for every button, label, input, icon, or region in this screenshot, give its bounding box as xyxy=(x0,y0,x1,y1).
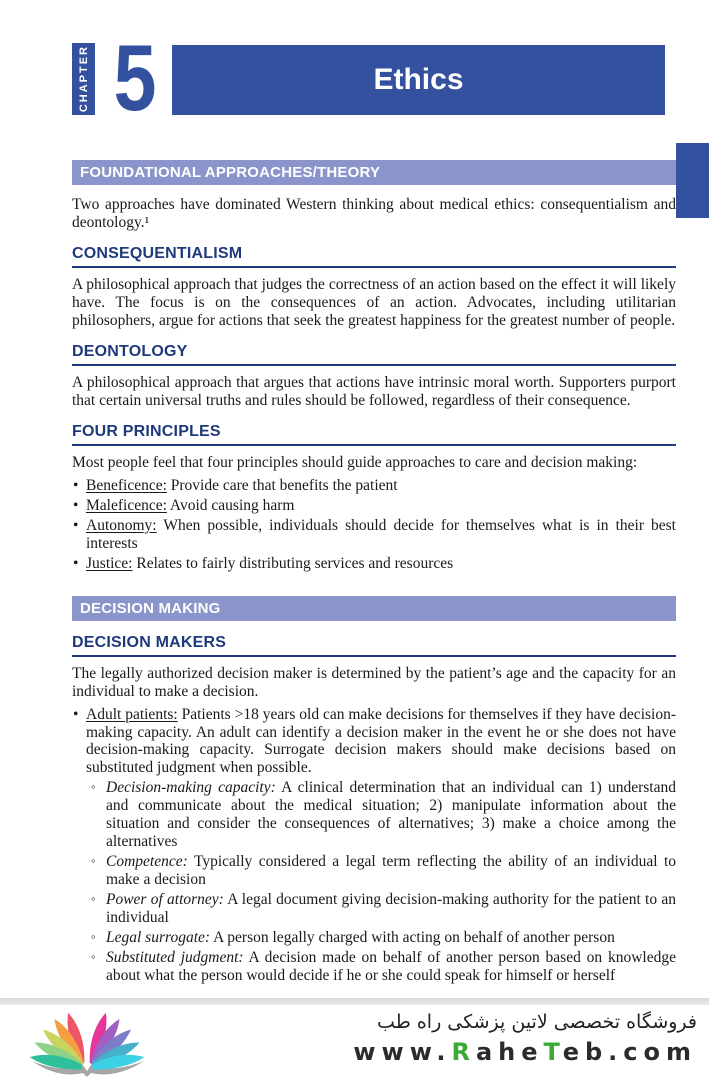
list-item-lead: Autonomy: xyxy=(86,516,157,534)
foundational-intro: Two approaches have dominated Western thinking about medical ethics: consequentialism and deontology.¹ xyxy=(72,196,676,231)
page-content xyxy=(72,160,676,987)
chapter-label: CHAPTER xyxy=(77,45,90,113)
store-name-farsi: فروشگاه تخصصی لاتین پزشکی راه طب xyxy=(377,1011,697,1033)
list-item: ◦ Legal surrogate: A person legally charged with acting on behalf of another person xyxy=(89,929,676,947)
list-item-lead: Legal surrogate: xyxy=(106,929,211,947)
decision-makers-list xyxy=(72,706,676,986)
page-bottom-edge xyxy=(0,998,709,1005)
heading-decision-makers: DECISION MAKERS xyxy=(72,634,676,657)
list-item: ◦ Competence: Typically considered a legal term reflecting the ability of an individual to make a decision xyxy=(89,853,676,889)
heading-deontology: DEONTOLOGY xyxy=(72,343,676,366)
url-seg: ahe xyxy=(475,1038,544,1066)
footer xyxy=(0,1005,709,1080)
url-seg-green: T xyxy=(543,1038,563,1066)
heading-consequentialism: CONSEQUENTIALISM xyxy=(72,245,676,268)
url-seg: eb.com xyxy=(562,1038,697,1066)
list-item: ◦ Substituted judgment: A decision made on behalf of another person based on knowledge about what the person would decide if he or she could speak for himself or herself xyxy=(89,949,676,985)
url-seg: www. xyxy=(353,1038,452,1066)
chapter-label-box xyxy=(72,43,95,115)
list-item-lead: Justice: xyxy=(86,554,133,572)
consequentialism-body: A philosophical approach that judges the correctness of an action based on the effect it will likely have. The focus is on the consequences of an action. Advocates, including utilitarian philosophers, argue for actions that seek the greatest happiness for the greatest number of people. xyxy=(72,275,676,329)
list-item-lead: Decision-making capacity: xyxy=(106,779,276,797)
list-item-lead: Beneficence: xyxy=(86,476,167,494)
chapter-title-banner xyxy=(172,45,665,115)
list-item-lead: Maleficence: xyxy=(86,496,167,514)
list-item: ◦ Decision-making capacity: A clinical determination that an individual can 1) understand and communicate about the medical situation; 2) manipulate information about the situation and consider the consequences of alternatives; 3) make a choice among the alternatives xyxy=(89,779,676,851)
sub-list xyxy=(89,779,676,985)
list-item-lead: Adult patients: xyxy=(86,705,178,723)
decision-makers-intro: The legally authorized decision maker is determined by the patient’s age and the capacity for an individual to make a decision. xyxy=(72,664,676,700)
open-book-icon xyxy=(22,1005,154,1079)
list-item: • Maleficence: Avoid causing harm xyxy=(72,497,676,515)
chapter-title: Ethics xyxy=(373,63,464,96)
four-principles-list xyxy=(72,477,676,573)
list-item-lead: Competence: xyxy=(106,853,188,871)
list-item: ◦ Power of attorney: A legal document giving decision-making authority for the patient to an individual xyxy=(89,891,676,927)
list-item: • Adult patients: Patients >18 years old can make decisions for themselves if they have decision-making capacity. An adult can identify a decision maker in the event he or she does not have decision-making capacity. Surrogate decision makers should make decisions based on substituted judgment when possible. ◦ Decision-making capacity: A clinical determination that an individual can 1) understand and communicate about the medical situation; 2) manipulate information about the situation and consider the consequences of alternatives; 3) make a choice among the alternatives ◦ Competence: Typically considered a legal term reflecting the ability of an individual to make a decision ◦ Power of attorney: A legal document giving decision-making authority for the patient to an individual ◦ Legal surrogate: A person legally charged with acting on behalf of another person ◦ Substituted judgment: A decision made on behalf of another person based on knowledge about what the person would decide if he or she could speak for himself or herself xyxy=(72,706,676,986)
heading-four-principles: FOUR PRINCIPLES xyxy=(72,423,676,446)
list-item: • Autonomy: When possible, individuals should decide for themselves what is in their best interests xyxy=(72,517,676,553)
list-item: • Justice: Relates to fairly distributing services and resources xyxy=(72,555,676,573)
list-item-lead: Power of attorney: xyxy=(106,891,224,909)
list-item: • Beneficence: Provide care that benefits the patient xyxy=(72,477,676,495)
section-bar-foundational: FOUNDATIONAL APPROACHES/THEORY xyxy=(72,160,676,185)
deontology-body: A philosophical approach that argues that actions have intrinsic moral worth. Supporters purport that certain universal truths and rules should be followed, regardless of their consequence. xyxy=(72,373,676,409)
footer-text xyxy=(353,1011,697,1066)
chapter-number: 5 xyxy=(113,25,157,130)
four-principles-intro: Most people feel that four principles should guide approaches to care and decision making: xyxy=(72,453,638,471)
section-bar-decision-making: DECISION MAKING xyxy=(72,596,676,621)
url-seg-green: R xyxy=(451,1038,476,1066)
page-edge-chapter-tab xyxy=(676,143,709,218)
list-item-lead: Substituted judgment: xyxy=(106,949,244,967)
site-url xyxy=(353,1038,697,1066)
